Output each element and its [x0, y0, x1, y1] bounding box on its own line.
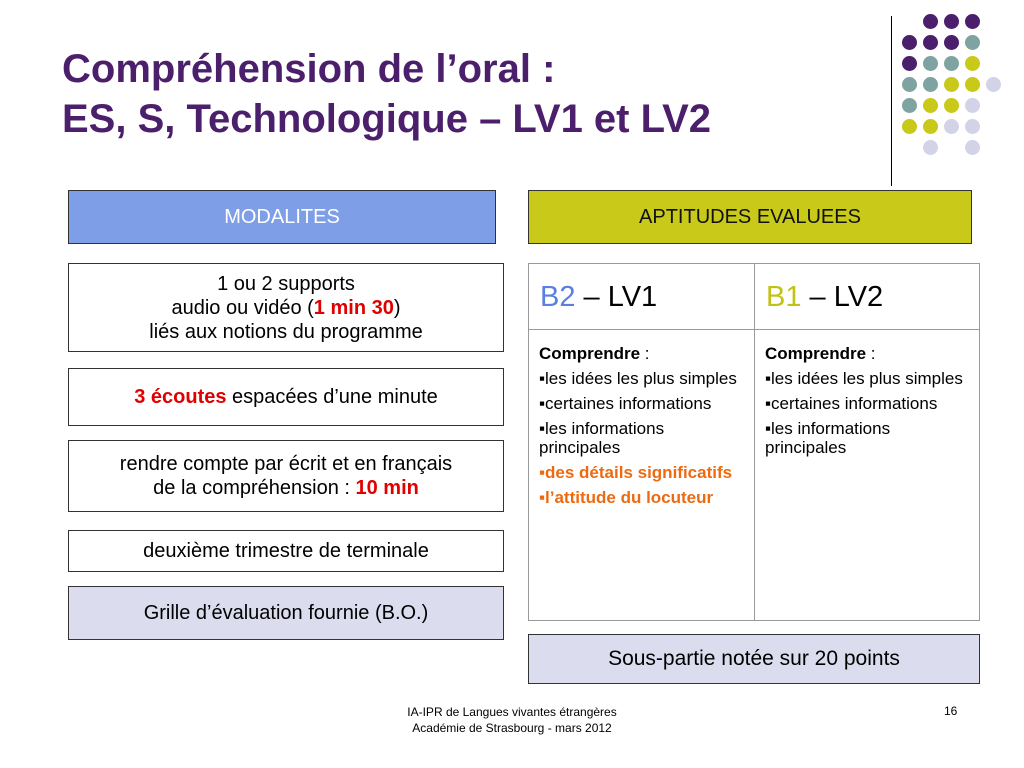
sous-partie-box: [528, 634, 980, 684]
supports-line-2-pre: audio ou vidéo (: [171, 296, 314, 319]
decorative-dot: [965, 77, 980, 92]
rendre-compte-box: [68, 440, 504, 512]
table-header-lv2: [755, 264, 979, 330]
decorative-dot: [965, 56, 980, 71]
lead-comprendre-lv1: [539, 344, 748, 363]
decorative-dot: [965, 35, 980, 50]
decorative-dot: [944, 56, 959, 71]
vertical-divider: [891, 16, 892, 186]
footer-line-1: IA-IPR de Langues vivantes étrangères: [407, 705, 617, 719]
footer: [350, 704, 674, 736]
decorative-dot: [902, 98, 917, 113]
lead-comprendre-lv2: [765, 344, 973, 363]
lead-word: Comprendre: [765, 344, 867, 363]
decorative-dot: [965, 98, 980, 113]
rendre-line-2-pre: de la compréhension :: [153, 477, 356, 499]
decorative-dot: [944, 35, 959, 50]
decorative-dot: [902, 77, 917, 92]
supports-line-2-post: ): [393, 296, 401, 319]
list-item: ▪les informations principales: [765, 419, 891, 457]
decorative-dot: [902, 119, 917, 134]
aptitudes-header-label: APTITUDES EVALUEES: [639, 206, 861, 228]
trimestre-box: [68, 530, 504, 572]
decorative-dot: [944, 119, 959, 134]
list-item: ▪les idées les plus simples: [765, 369, 963, 388]
rendre-line-2: [153, 476, 419, 500]
lv2-label: – LV2: [801, 281, 884, 313]
decorative-dot: [902, 56, 917, 71]
sous-partie-text: Sous-partie notée sur 20 points: [608, 647, 900, 670]
supports-line-1: 1 ou 2 supports: [217, 272, 355, 295]
decorative-dot: [965, 14, 980, 29]
decorative-dot: [923, 35, 938, 50]
decorative-dot: [902, 35, 917, 50]
aptitudes-header: [528, 190, 972, 244]
decorative-dot: [923, 14, 938, 29]
modalites-header: [68, 190, 496, 244]
rendre-line-1: rendre compte par écrit et en français: [119, 453, 453, 475]
footer-line-2: Académie de Strasbourg - mars 2012: [412, 721, 612, 735]
grille-text: Grille d’évaluation fournie (B.O.): [143, 602, 429, 624]
slide-title: [62, 44, 882, 144]
lead-word: Comprendre: [539, 344, 641, 363]
decorative-dot: [965, 119, 980, 134]
list-item-highlight: ▪l’attitude du locuteur: [539, 488, 714, 507]
title-line-1: Compréhension de l’oral :: [62, 47, 556, 91]
list-item: ▪les informations principales: [539, 419, 665, 457]
ecoutes-rest: espacées d’une minute: [226, 386, 438, 408]
decorative-dot: [923, 98, 938, 113]
modalites-header-label: MODALITES: [224, 206, 340, 228]
list-item: ▪les idées les plus simples: [539, 369, 737, 388]
supports-line-3: liés aux notions du programme: [149, 320, 423, 343]
supports-line-2: [171, 296, 400, 320]
rendre-duration: 10 min: [355, 477, 419, 499]
page-number: 16: [944, 704, 958, 718]
ecoutes-box: [68, 368, 504, 426]
lv1-label: – LV1: [575, 281, 658, 313]
list-item: ▪certaines informations: [539, 394, 712, 413]
table-cell-lv1: [529, 330, 755, 620]
grille-box: [68, 586, 504, 640]
list-item-highlight: ▪des détails significatifs: [539, 463, 733, 482]
decorative-dot: [923, 77, 938, 92]
aptitudes-table: [528, 263, 980, 621]
decorative-dot-grid: [900, 12, 1010, 172]
supports-duration: 1 min 30: [313, 296, 394, 319]
ecoutes-text: [134, 385, 438, 409]
table-header-lv1: [529, 264, 755, 330]
ecoutes-count: 3 écoutes: [134, 386, 227, 408]
lead-suffix: :: [866, 344, 876, 363]
table-cell-lv2: [755, 330, 979, 620]
decorative-dot: [944, 77, 959, 92]
supports-box: [68, 263, 504, 352]
level-b2: B2: [540, 281, 576, 313]
trimestre-text: deuxième trimestre de terminale: [143, 540, 429, 562]
lead-suffix: :: [640, 344, 650, 363]
decorative-dot: [923, 140, 938, 155]
decorative-dot: [986, 77, 1001, 92]
decorative-dot: [923, 119, 938, 134]
decorative-dot: [965, 140, 980, 155]
list-item: ▪certaines informations: [765, 394, 938, 413]
decorative-dot: [923, 56, 938, 71]
decorative-dot: [944, 14, 959, 29]
decorative-dot: [944, 98, 959, 113]
level-b1: B1: [766, 281, 802, 313]
title-line-2: ES, S, Technologique – LV1 et LV2: [62, 97, 712, 141]
